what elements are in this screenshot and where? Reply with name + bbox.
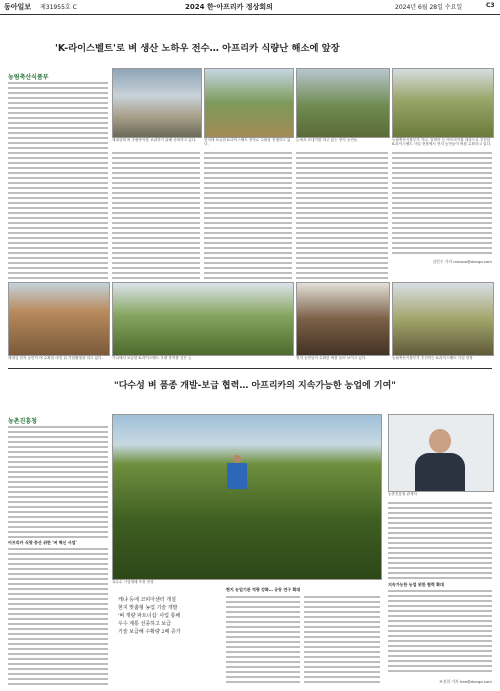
article2-subhead-3: 지속가능한 농업 위한 협력 확대 (388, 582, 444, 587)
article1-byline: 김민수 기자 minsoo@donga.com (432, 259, 492, 264)
article1-body-col3 (204, 152, 292, 282)
caption-farmer-portrait: 세네갈 현지 농민이 벼 수확을 마친 뒤 기념촬영을 하고 있다. (8, 356, 103, 360)
photo-rice-planting (296, 68, 390, 138)
caption-corn-field: 옥수수 시험재배 포장 전경 (112, 580, 154, 584)
photo-farmer-portrait (8, 282, 110, 356)
article1-body-col5 (392, 152, 492, 257)
article2-body-col4b (388, 590, 492, 675)
photo-farmers-group (296, 282, 390, 356)
section-title: 2024 한·아프리카 정상회의 (185, 3, 273, 11)
article2-body-col4 (388, 502, 492, 582)
photo-corn-field (112, 414, 382, 580)
article2-byline: 조선희 기자 hee@donga.com (439, 679, 492, 684)
page-header (0, 0, 500, 15)
newspaper-logo: 동아일보 (4, 2, 32, 11)
caption-project-site: 농림축산식품부가 추진하는 K-라이스벨트 사업 현장 (392, 356, 473, 360)
article2-body-col1 (8, 426, 108, 541)
pullquote-line: 우수 계통 선종하고 보급 (118, 621, 172, 627)
article1-section-label: 농림축산식품부 (8, 74, 49, 81)
pullquote-line: '벼 개량 파트너십' 사업 통해 (118, 613, 181, 619)
caption-rice-field: 가나에서 보급한 K-라이스벨트 우량 종자를 심은 논 (112, 356, 192, 360)
photo-harvest (204, 68, 294, 138)
person-shirt (227, 463, 247, 489)
caption-official-portrait: 농촌진흥청 관계자 (388, 492, 417, 496)
photo-rice-field (112, 282, 294, 356)
caption-harvest: 현지에 보급한 K-라이스벨트 종자로 수확을 진행하고 있다. (204, 138, 291, 146)
article2-headline: "다수성 벼 품종 개발-보급 협력… 아프리카의 지속가능한 농업에 기여" (114, 381, 396, 391)
pullquote-line: 현지 맞춤형 농업 기술 개발 (118, 605, 178, 611)
pullquote-line: 케냐 등에 코피아센터 개설 (118, 597, 176, 603)
section-divider (8, 368, 492, 369)
issue-number: 제31955호 C (40, 4, 77, 11)
issue-date: 2024년 6월 28일 수요일 (395, 4, 463, 11)
article2-subhead-2: 현지 농업기관 역량 강화… 공동 연구 확대 (226, 587, 301, 592)
article1-body-col4 (296, 152, 388, 282)
photo-official-portrait (388, 414, 494, 492)
caption-villagers-field: 농림축산식품부가 가나, 감비아 등 아프리카를 대상으로 추진한 K-라이스벨트 사업 현장에서 현지 농민들이 벼를 수확하고 있다. (392, 138, 492, 146)
person-head (233, 455, 241, 463)
caption-rice-planting: 논에서 모내기를 하고 있는 현지 농민들 (296, 138, 358, 142)
article2-body-col1b (8, 548, 108, 688)
pullquote-line: 기술 보급해 수확량 2배 증가 (118, 629, 181, 635)
article2-body-col3 (304, 596, 380, 686)
photo-seed-storage (112, 68, 202, 138)
article1-body-col2 (112, 152, 200, 282)
article1-headline: 'K-라이스벨트'로 벼 생산 노하우 전수… 아프리카 식량난 해소에 앞장 (55, 43, 340, 54)
caption-seed-storage: 세네갈에 벼 우량종자를 보관하기 위해 준비하고 있다. (112, 138, 197, 142)
article2-subhead-1: 아프리카 식량 증산 위한 '벼 혁신 사업' (8, 540, 77, 545)
article2-section-label: 농촌진흥청 (8, 418, 37, 425)
article2-body-col2 (226, 596, 300, 686)
photo-project-site (392, 282, 494, 356)
photo-villagers-field (392, 68, 494, 138)
page-number: C3 (486, 2, 495, 9)
portrait-suit (415, 453, 465, 491)
portrait-face (429, 429, 451, 453)
pullquote (118, 596, 218, 636)
caption-farmers-group: 현지 농민들이 수확한 벼를 들어 보이고 있다. (296, 356, 367, 360)
article1-body-col1 (8, 82, 108, 282)
